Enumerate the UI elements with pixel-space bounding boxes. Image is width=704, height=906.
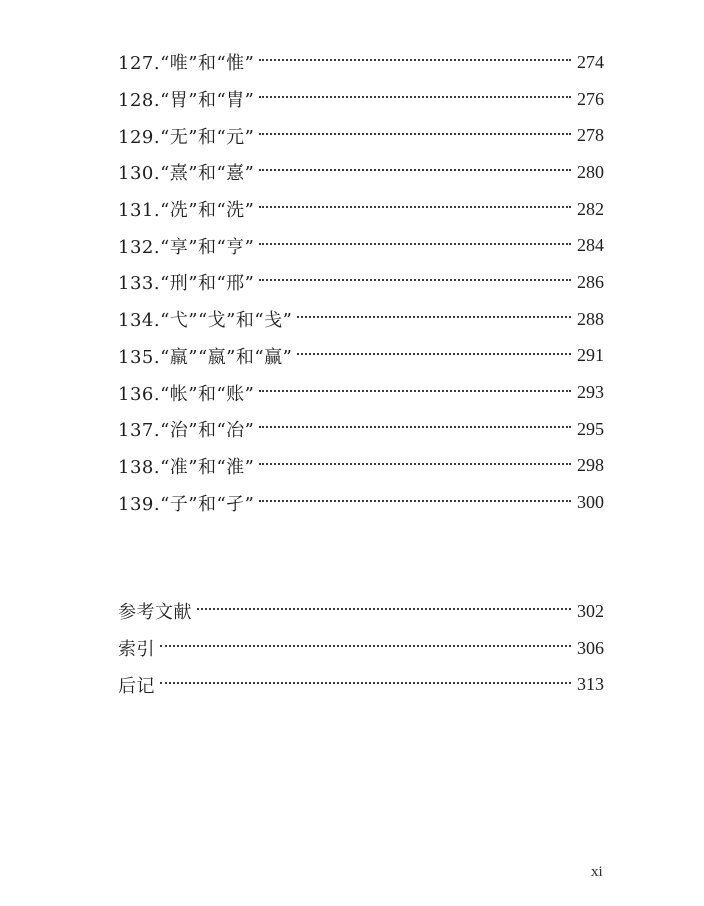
toc-entry-title: 参考文献	[118, 602, 192, 624]
toc-entry-page: 288	[577, 308, 604, 329]
dot-leader	[259, 169, 571, 171]
toc-entry-page: 295	[577, 418, 604, 439]
dot-leader	[259, 133, 571, 135]
toc-entry-title: 136.“帐”和“账”	[118, 383, 255, 405]
dot-leader	[160, 645, 571, 647]
dot-leader	[259, 279, 571, 281]
toc-entry[interactable]	[118, 264, 604, 301]
dot-leader	[197, 608, 571, 610]
toc-entry-page: 278	[577, 125, 604, 146]
toc-entry-title: 137.“治”和“冶”	[118, 420, 255, 442]
toc-entry-page: 274	[577, 51, 604, 72]
toc-entry-title: 索引	[118, 639, 155, 661]
toc-entry-title: 132.“享”和“亨”	[118, 236, 255, 258]
toc-entry[interactable]	[118, 411, 604, 448]
toc-entry-page: 293	[577, 382, 604, 403]
toc-entry-title: 127.“唯”和“惟”	[118, 53, 255, 75]
toc-entry-title: 133.“刑”和“邢”	[118, 273, 255, 295]
toc-entry-references[interactable]	[118, 593, 604, 630]
toc-entry-page: 313	[577, 674, 604, 695]
toc-entry-page: 302	[577, 600, 604, 621]
toc-entry[interactable]	[118, 484, 604, 521]
toc-entry-title: 138.“准”和“淮”	[118, 456, 255, 478]
toc-entry[interactable]	[118, 191, 604, 228]
toc-entry-title: 后记	[118, 675, 155, 697]
toc-entry-index[interactable]	[118, 630, 604, 667]
toc-entry-page: 284	[577, 235, 604, 256]
toc-entry[interactable]	[118, 448, 604, 485]
toc-entry-page: 280	[577, 161, 604, 182]
toc-entry[interactable]	[118, 81, 604, 118]
toc-entry-title: 131.“冼”和“洗”	[118, 200, 255, 222]
toc-entry-title: 139.“子”和“孑”	[118, 493, 255, 515]
dot-leader	[160, 682, 571, 684]
toc-entry-page: 282	[577, 198, 604, 219]
toc-entry-title: 130.“熹”和“憙”	[118, 163, 255, 185]
toc-entry[interactable]	[118, 227, 604, 264]
toc-entry-title: 128.“胃”和“胄”	[118, 90, 255, 112]
dot-leader	[259, 243, 571, 245]
dot-leader	[259, 96, 571, 98]
dot-leader	[259, 500, 571, 502]
toc-entry-title: 129.“无”和“元”	[118, 126, 255, 148]
dot-leader	[297, 353, 571, 355]
toc-entry-afterword[interactable]	[118, 666, 604, 703]
toc-entry-title: 134.“弋”“戈”和“戋”	[118, 310, 293, 332]
dot-leader	[297, 316, 571, 318]
dot-leader	[259, 426, 571, 428]
toc-entry[interactable]	[118, 117, 604, 154]
toc-back-matter-list	[118, 593, 604, 703]
toc-entry-page: 298	[577, 455, 604, 476]
toc-entry-title: 135.“羸”“嬴”和“赢”	[118, 346, 293, 368]
dot-leader	[259, 206, 571, 208]
page-number: xi	[591, 864, 603, 880]
dot-leader	[259, 463, 571, 465]
toc-entry[interactable]	[118, 301, 604, 338]
toc-entry[interactable]	[118, 374, 604, 411]
toc-entry-page: 306	[577, 637, 604, 658]
toc-entry-page: 276	[577, 88, 604, 109]
toc-main-list	[118, 44, 604, 521]
dot-leader	[259, 390, 571, 392]
toc-entry[interactable]	[118, 154, 604, 191]
toc-entry[interactable]	[118, 44, 604, 81]
toc-entry-page: 286	[577, 271, 604, 292]
toc-entry[interactable]	[118, 338, 604, 375]
toc-entry-page: 300	[577, 492, 604, 513]
dot-leader	[259, 59, 571, 61]
toc-entry-page: 291	[577, 345, 604, 366]
